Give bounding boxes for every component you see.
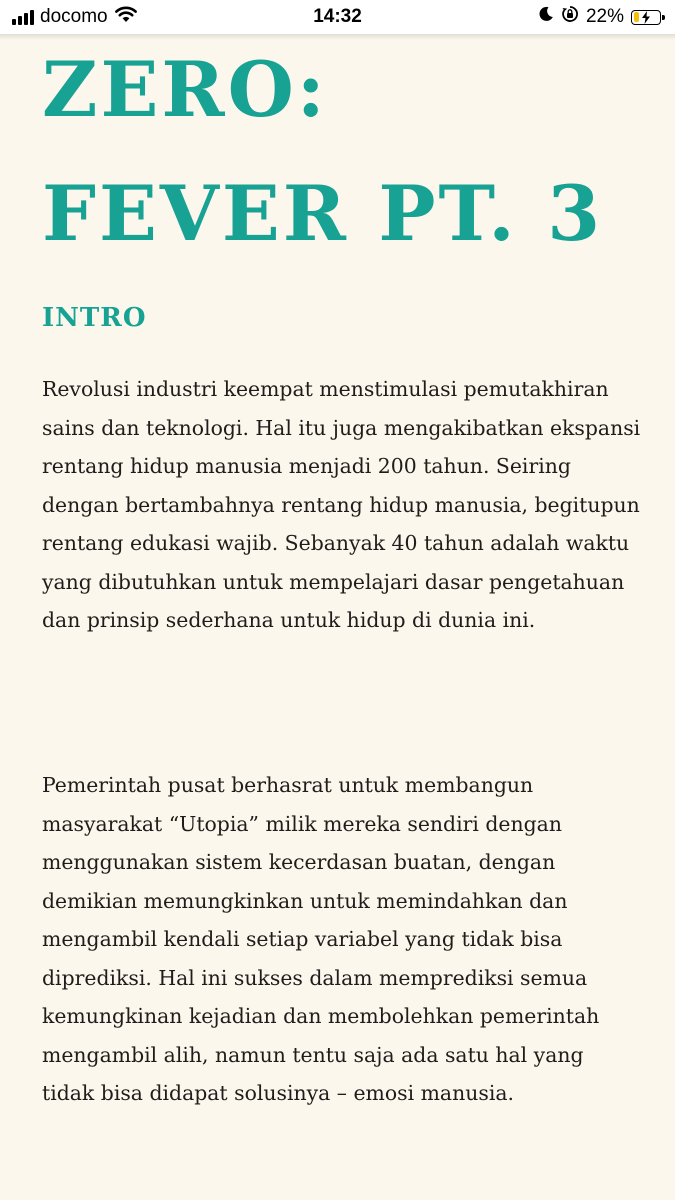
status-bar (0, 0, 675, 34)
rotation-lock-icon (561, 5, 579, 29)
moon-icon (538, 6, 554, 28)
article-paragraph: Revolusi industri keempat menstimulasi pemutakhiran sains dan teknologi. Hal itu juga mengakibatkan ekspansi rentang hidup manusia menjadi 200 tahun. Seiring dengan bertambahnya rentang hidup manusia, begitupun rentang edukasi wajib. Sebanyak 40 tahun adalah waktu yang dibutuhkan untuk mempelajari dasar pengetahuan dan prinsip sederhana untuk hidup di dunia ini. (42, 377, 641, 632)
status-time: 14:32 (313, 6, 362, 27)
article-title: ZERO: FEVER PT. 3 (42, 45, 604, 258)
status-right (538, 5, 661, 29)
section-heading-intro: INTRO (42, 303, 147, 333)
status-bar-shadow (0, 34, 675, 40)
battery-charging-icon (631, 10, 661, 25)
article-paragraph: Pemerintah pusat berhasrat untuk membangun masyarakat “Utopia” milik mereka sendiri dengan menggunakan sistem kecerdasan buatan, dengan demikian memungkinkan untuk memindahkan dan mengambil kendali setiap variabel yang tidak bisa diprediksi. Hal ini sukses dalam memprediksi semua kemungkinan kejadian dan membolehkan pemerintah mengambil alih, namun tentu saja ada satu hal yang tidak bisa didapat solusinya – emosi manusia. (42, 773, 600, 1105)
carrier-name: docomo (40, 6, 108, 27)
battery-percent: 22% (585, 6, 624, 27)
battery-level-fill (634, 12, 639, 22)
